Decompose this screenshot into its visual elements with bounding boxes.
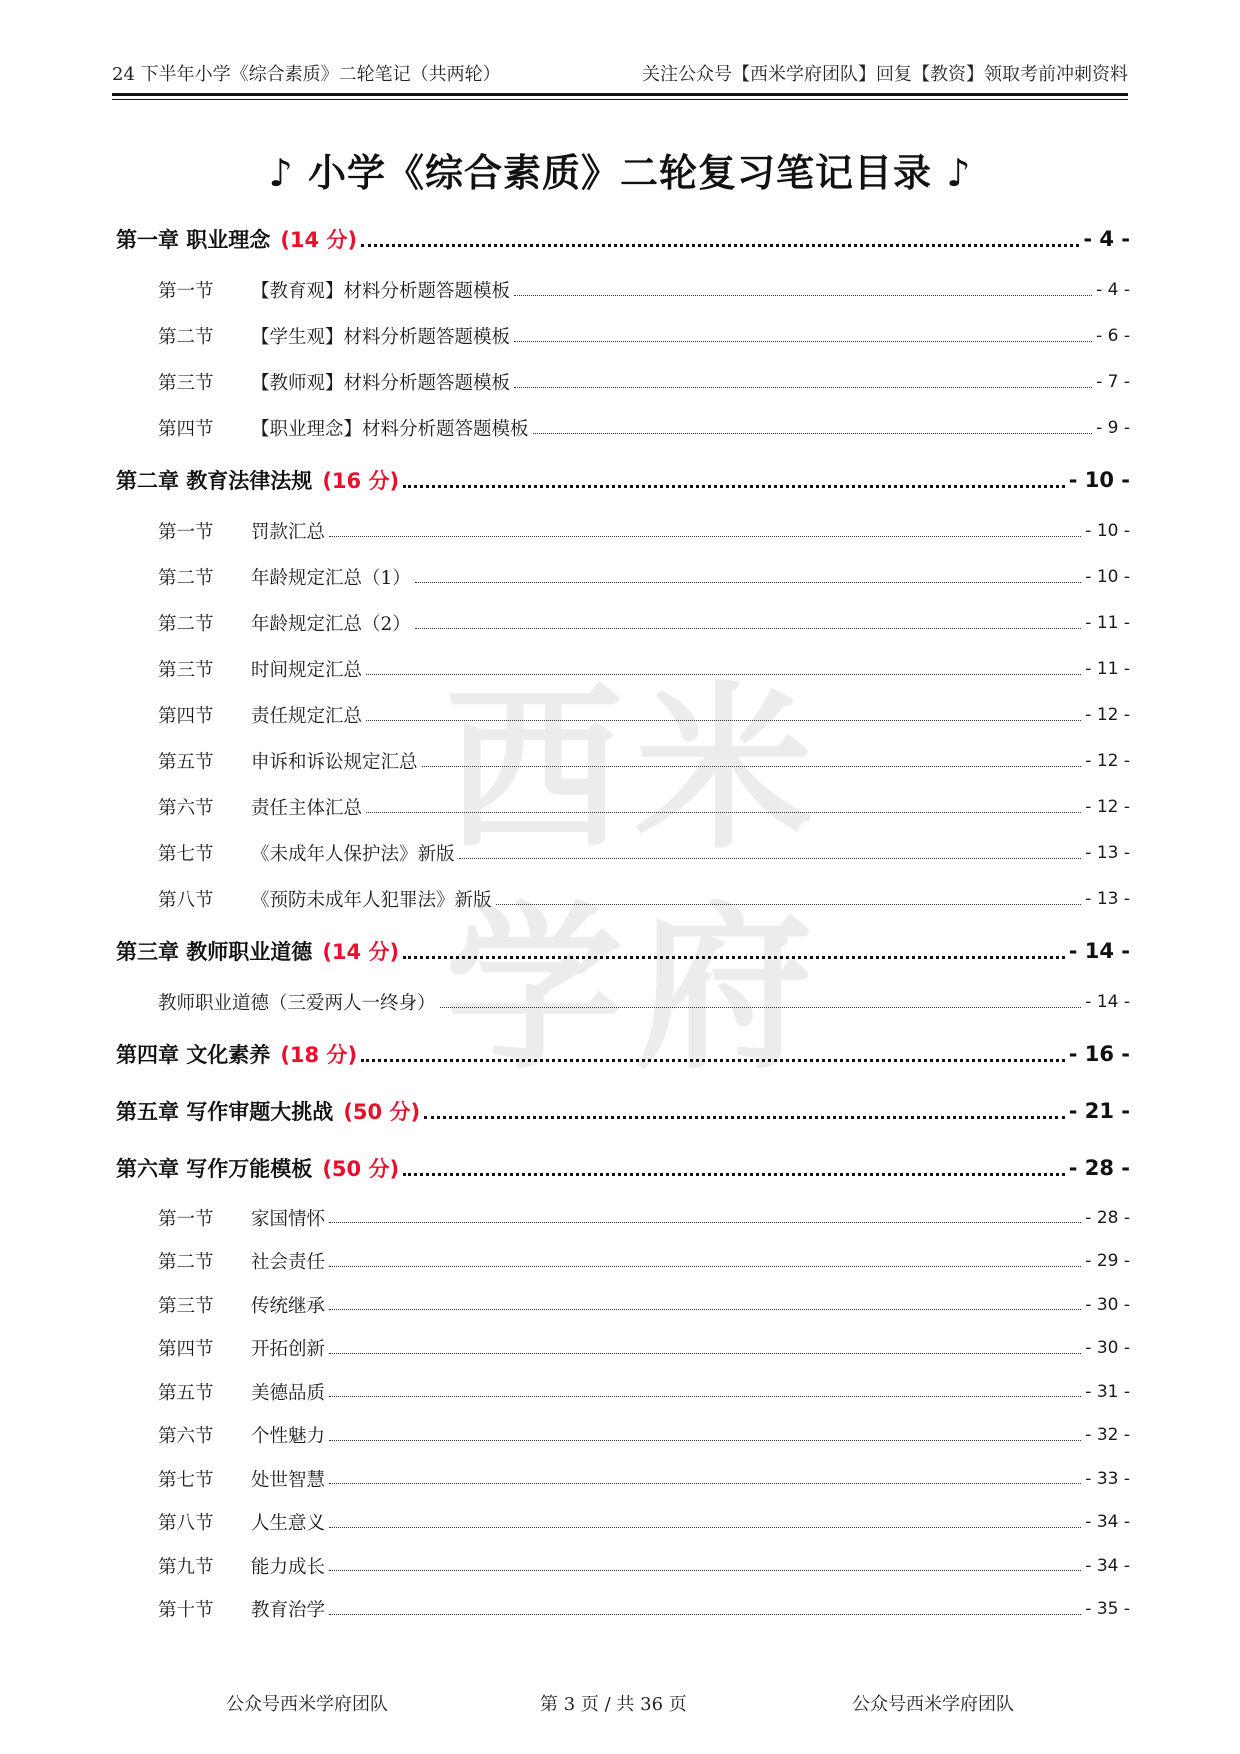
section-number: 第七节 [158,844,214,865]
section-name: 【教育观】材料分析题答题模板 [251,281,511,302]
dot-leader [366,664,1081,675]
section-number: 第十节 [158,1600,214,1622]
dot-leader [329,526,1081,537]
dot-leader [329,1386,1081,1397]
toc-chapter-entry[interactable] [116,1139,1130,1196]
section-page-number: - 29 - [1085,1251,1130,1272]
section-name: 处世智慧 [251,1469,326,1491]
section-page-number: - 13 - [1085,889,1130,909]
section-number: 第一节 [158,281,214,302]
section-page-number: - 12 - [1085,751,1130,771]
toc-chapter-entry[interactable] [116,451,1130,508]
toc-chapter-entry[interactable] [116,922,1130,979]
section-name: 《预防未成年人犯罪法》新版 [251,890,492,911]
toc-section-entry[interactable] [116,1457,1130,1501]
toc-section-entry[interactable] [116,1588,1130,1632]
section-number: 第二节 [158,327,214,348]
toc-section-entry[interactable] [116,1370,1130,1414]
table-of-contents [116,210,1130,1631]
toc-section-entry[interactable] [116,1283,1130,1327]
section-number: 第三节 [158,660,214,681]
section-page-number: - 33 - [1085,1468,1130,1489]
section-name: 教师职业道德（三爱两人一终身） [158,993,436,1014]
section-page-number: - 28 - [1085,1207,1130,1228]
toc-section-entry[interactable] [116,1414,1130,1458]
section-page-number: - 11 - [1085,659,1130,679]
section-page-number: - 12 - [1085,797,1130,817]
dot-leader [440,997,1082,1008]
toc-section-entry[interactable] [116,784,1130,830]
section-page-number: - 12 - [1085,705,1130,725]
toc-section-entry[interactable] [116,692,1130,738]
section-number: 第三节 [158,1295,214,1317]
toc-section-entry[interactable] [116,1240,1130,1284]
section-page-number: - 9 - [1096,418,1130,438]
footer-right-text: 公众号西米学府团队 [852,1694,1014,1715]
dot-leader [329,1212,1081,1223]
section-page-number: - 13 - [1085,843,1130,863]
section-page-number: - 35 - [1085,1599,1130,1620]
section-name: 罚款汇总 [251,522,326,543]
section-name: 家国情怀 [251,1208,326,1230]
header-left-text: 24 下半年小学《综合素质》二轮笔记（共两轮） [112,64,501,85]
section-page-number: - 34 - [1085,1512,1130,1533]
watermark-char: 府 [635,886,815,1093]
dot-leader [329,1299,1081,1310]
section-name: 时间规定汇总 [251,660,363,681]
chapter-page-number: - 4 - [1083,226,1130,251]
dot-leader [415,618,1082,629]
section-number: 第五节 [158,752,214,773]
dot-leader [366,710,1081,721]
toc-section-entry[interactable] [116,1196,1130,1240]
dot-leader [533,423,1093,434]
chapter-points: (14 分) [280,227,358,252]
dot-leader [415,572,1082,583]
dot-leader [403,1159,1065,1176]
dot-leader [514,377,1092,388]
section-page-number: - 6 - [1096,326,1130,346]
dot-leader [329,1256,1081,1267]
section-name: 传统继承 [251,1295,326,1317]
watermark-char: 学 [445,886,625,1093]
section-page-number: - 30 - [1085,1294,1130,1315]
toc-section-entry[interactable] [116,359,1130,405]
section-page-number: - 11 - [1085,613,1130,633]
section-name: 【职业理念】材料分析题答题模板 [251,419,529,440]
chapter-page-number: - 16 - [1068,1041,1130,1066]
section-number: 第六节 [158,1426,214,1448]
section-name: 社会责任 [251,1252,326,1274]
section-page-number: - 4 - [1096,280,1130,300]
chapter-label: 第四章 文化素养 [116,1042,271,1067]
chapter-label: 第五章 写作审题大挑战 [116,1099,334,1124]
section-page-number: - 7 - [1096,372,1130,392]
toc-section-entry[interactable] [116,1501,1130,1545]
chapter-page-number: - 28 - [1068,1155,1130,1180]
chapter-points: (18 分) [280,1042,358,1067]
chapter-label: 第二章 教育法律法规 [116,468,313,493]
dot-leader [329,1560,1081,1571]
section-number: 第九节 [158,1556,214,1578]
section-name: 《未成年人保护法》新版 [251,844,455,865]
chapter-page-number: - 14 - [1068,938,1130,963]
dot-leader [496,894,1082,905]
dot-leader [366,802,1081,813]
toc-chapter-entry[interactable] [116,1082,1130,1139]
page-header [112,56,1128,86]
dot-leader [403,471,1065,488]
page-title: ♪ 小学《综合素质》二轮复习笔记目录 ♪ [268,151,972,195]
section-name: 教育治学 [251,1600,326,1622]
dot-leader [329,1517,1081,1528]
toc-section-entry[interactable] [116,508,1130,554]
section-name: 【学生观】材料分析题答题模板 [251,327,511,348]
section-name: 【教师观】材料分析题答题模板 [251,373,511,394]
section-number: 第六节 [158,798,214,819]
toc-section-entry[interactable] [116,1327,1130,1371]
section-name: 年龄规定汇总（1） [251,568,411,589]
section-page-number: - 30 - [1085,1338,1130,1359]
dot-leader [329,1343,1081,1354]
toc-section-entry[interactable] [116,554,1130,600]
toc-section-entry[interactable] [116,1544,1130,1588]
toc-section-entry[interactable] [116,600,1130,646]
section-name: 美德品质 [251,1382,326,1404]
section-page-number: - 14 - [1085,992,1130,1012]
toc-section-entry[interactable] [116,405,1130,451]
footer-left-text: 公众号西米学府团队 [226,1694,388,1715]
toc-section-entry[interactable] [116,646,1130,692]
section-number: 第八节 [158,1513,214,1535]
section-number: 第三节 [158,373,214,394]
chapter-points: (50 分) [322,1156,400,1181]
section-page-number: - 34 - [1085,1555,1130,1576]
section-name: 申诉和诉讼规定汇总 [251,752,418,773]
section-number: 第一节 [158,1208,214,1230]
chapter-points: (50 分) [343,1099,421,1124]
dot-leader [361,1045,1065,1062]
section-page-number: - 10 - [1085,521,1130,541]
toc-section-entry[interactable] [116,267,1130,313]
chapter-page-number: - 21 - [1068,1098,1130,1123]
toc-section-entry[interactable] [116,876,1130,922]
section-name: 责任主体汇总 [251,798,363,819]
section-number: 第四节 [158,1339,214,1361]
dot-leader [422,756,1082,767]
dot-leader [403,942,1065,959]
toc-section-entry[interactable] [116,738,1130,784]
dot-leader [329,1604,1081,1615]
section-page-number: - 31 - [1085,1381,1130,1402]
section-number: 第二节 [158,614,214,635]
dot-leader [329,1430,1081,1441]
section-number: 第七节 [158,1469,214,1491]
chapter-label: 第一章 职业理念 [116,227,271,252]
chapter-label: 第六章 写作万能模板 [116,1156,313,1181]
section-name: 能力成长 [251,1556,326,1578]
chapter-points: (14 分) [322,939,400,964]
section-number: 第一节 [158,522,214,543]
footer-page-number: 第 3 页 / 共 36 页 [540,1694,687,1715]
section-name: 年龄规定汇总（2） [251,614,411,635]
section-number: 第八节 [158,890,214,911]
section-number: 第四节 [158,706,214,727]
toc-chapter-entry[interactable] [116,1025,1130,1082]
chapter-page-number: - 10 - [1068,467,1130,492]
watermark-char: 西 [445,666,625,873]
section-name: 个性魅力 [251,1426,326,1448]
section-name: 开拓创新 [251,1339,326,1361]
dot-leader [329,1473,1081,1484]
toc-chapter-entry[interactable] [116,210,1130,267]
section-page-number: - 10 - [1085,567,1130,587]
section-page-number: - 32 - [1085,1425,1130,1446]
dot-leader [361,230,1079,247]
header-right-text: 关注公众号【西米学府团队】回复【教资】领取考前冲刺资料 [642,64,1128,85]
dot-leader [514,285,1092,296]
chapter-points: (16 分) [322,468,400,493]
chapter-label: 第三章 教师职业道德 [116,939,313,964]
dot-leader [459,848,1082,859]
section-number: 第二节 [158,568,214,589]
toc-section-entry[interactable] [116,830,1130,876]
section-name: 责任规定汇总 [251,706,363,727]
header-rule-thin [112,99,1128,100]
toc-section-entry[interactable] [116,979,1130,1025]
watermark-char: 米 [635,666,815,873]
header-rule-thick [112,93,1128,96]
section-name: 人生意义 [251,1513,326,1535]
section-number: 第五节 [158,1382,214,1404]
section-number: 第四节 [158,419,214,440]
dot-leader [424,1102,1065,1119]
section-number: 第二节 [158,1252,214,1274]
toc-section-entry[interactable] [116,313,1130,359]
dot-leader [514,331,1092,342]
